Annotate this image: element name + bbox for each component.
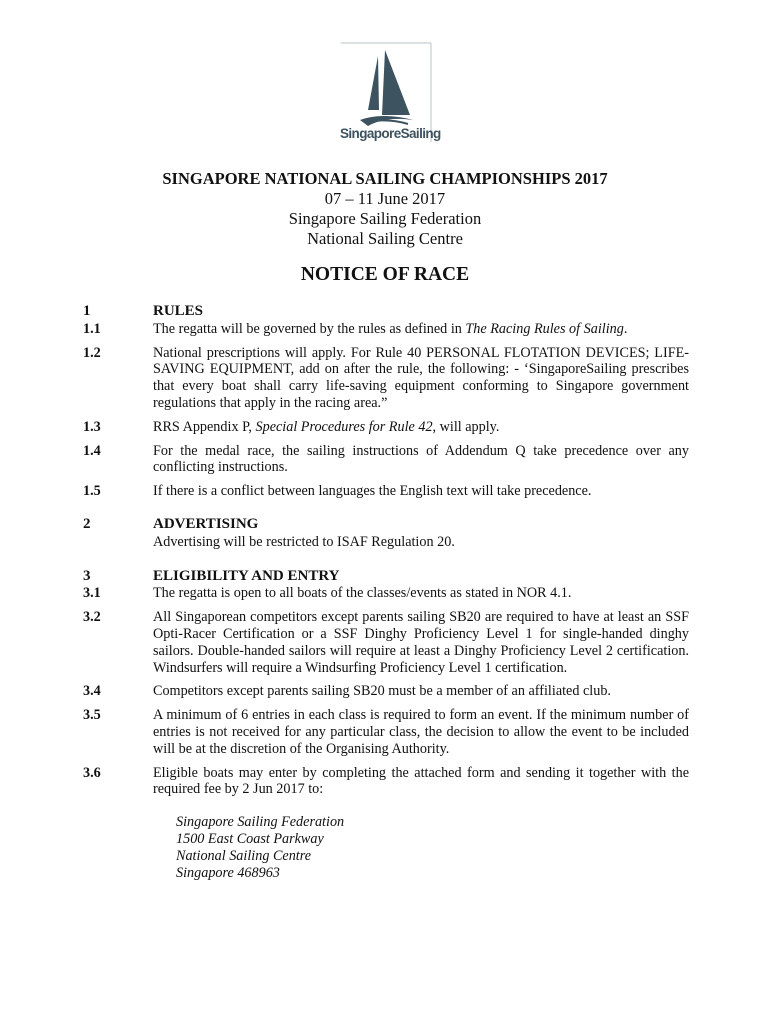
- venue-name: National Sailing Centre: [307, 229, 463, 248]
- clause: [83, 345, 689, 412]
- section-number: 1: [83, 303, 91, 319]
- clause: [83, 683, 689, 700]
- section-title: ADVERTISING: [153, 515, 259, 532]
- clause: [83, 321, 689, 338]
- page-title: NOTICE OF RACE: [300, 264, 470, 285]
- clause-number: 1.1: [83, 320, 101, 337]
- clause-number: 3.4: [83, 683, 101, 700]
- address-line: National Sailing Centre: [176, 848, 312, 865]
- event-dates: 07 – 11 June 2017: [324, 189, 446, 208]
- clause: [83, 609, 689, 676]
- clause-text: RRS Appendix P, Special Procedures for Rule 42, will apply.: [153, 418, 500, 435]
- section-heading: [83, 568, 689, 585]
- document-header: [0, 169, 770, 249]
- clause: [83, 585, 689, 602]
- section-number: 3: [83, 567, 91, 584]
- clause-number: 3.5: [83, 707, 101, 724]
- section-title: RULES: [153, 303, 204, 319]
- clause-text: Eligible boats may enter by completing the attached form and sending it together with the required fee by 2 Jun 2017 to:: [153, 764, 689, 798]
- clause-text: National prescriptions will apply. For Rule 40 PERSONAL FLOTATION DEVICES; LIFE-SAVING EQUIPMENT, add on after the rule, the following: - ‘SingaporeSailing prescribes that every boat shall carry life-saving equipment conforming to Singapore government regulations that apply in the racing area.”: [153, 344, 689, 411]
- clause-number: 3.6: [83, 764, 101, 781]
- clause-number: 3.1: [83, 585, 101, 602]
- clause-number: 1.5: [83, 483, 101, 500]
- clause-text: The regatta is open to all boats of the classes/events as stated in NOR 4.1.: [153, 585, 572, 602]
- section-heading: [83, 303, 689, 320]
- clause: [83, 443, 689, 477]
- organiser-name: Singapore Sailing Federation: [288, 209, 482, 228]
- clause-text: If there is a conflict between languages the English text will take precedence.: [153, 483, 592, 500]
- document-body: [83, 303, 689, 882]
- logo-text: SingaporeSailing: [340, 126, 441, 141]
- postal-address: [176, 814, 689, 882]
- clause-text: For the medal race, the sailing instructions of Addendum Q take precedence over any conflicting instructions.: [153, 442, 689, 476]
- clause-number: 1.2: [83, 344, 101, 361]
- clause: [83, 765, 689, 799]
- clause-number: 3.2: [83, 609, 101, 626]
- address-line: Singapore Sailing Federation: [176, 814, 345, 831]
- clause-text: Competitors except parents sailing SB20 must be a member of an affiliated club.: [153, 683, 611, 700]
- clause: [83, 419, 689, 436]
- section-number: 2: [83, 515, 91, 532]
- clause-number: 1.3: [83, 418, 101, 435]
- address-line: Singapore 468963: [176, 865, 280, 882]
- clause-text: A minimum of 6 entries in each class is required to form an event. If the minimum number of entries is not received for any particular class, the decision to allow the event to be included will be at the discretion of the Organising Authority.: [153, 707, 689, 757]
- clause-number: 1.4: [83, 442, 101, 459]
- clause-text: All Singaporean competitors except parents sailing SB20 are required to have at least an SSF Opti-Racer Certification or a SSF Dinghy Proficiency Level 1 for single-handed dinghy sailors. Double-handed sailors will require at least a Dinghy Proficiency Level 2 certification. Windsurfers will require a Windsurfing Proficiency Level 1 certification.: [153, 609, 689, 676]
- clause: [83, 707, 689, 757]
- address-line: 1500 East Coast Parkway: [176, 831, 324, 848]
- section-text: Advertising will be restricted to ISAF Regulation 20.: [153, 533, 455, 550]
- clause: [83, 483, 689, 500]
- clause-text: The regatta will be governed by the rules as defined in The Racing Rules of Sailing.: [153, 320, 628, 337]
- section-title: ELIGIBILITY AND ENTRY: [153, 567, 340, 584]
- section-heading: [83, 516, 689, 533]
- championship-title: SINGAPORE NATIONAL SAILING CHAMPIONSHIPS 2017: [162, 169, 608, 188]
